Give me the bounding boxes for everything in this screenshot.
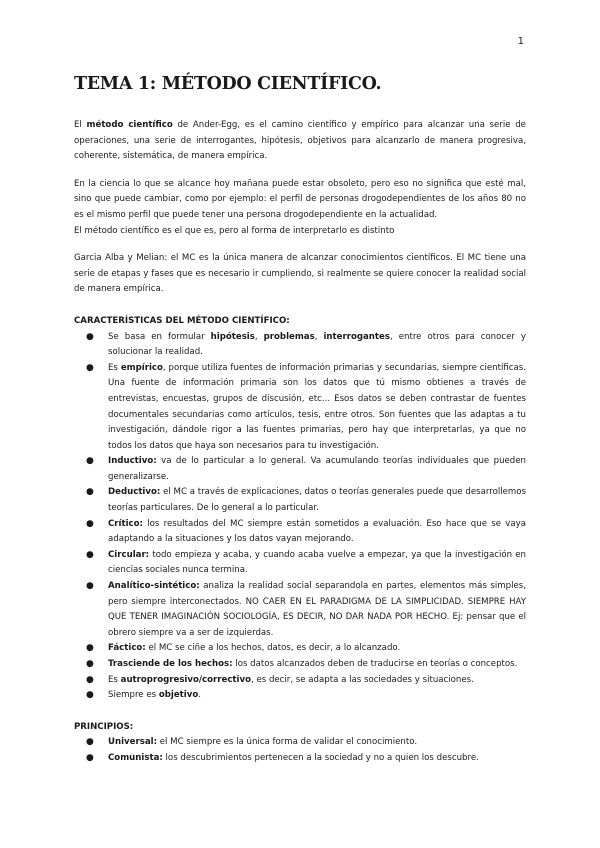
intro-block-2 [74,177,526,239]
list-item [86,485,526,516]
text-run: va de lo particular a lo general. Va acumulando teorías individuales que pueden generalizarse. [108,456,526,482]
text-run: los resultados del MC siempre están sometidos a evaluación. Eso hace que se vaya adaptando a la situaciones y los datos vayan mejorando. [108,518,526,545]
bold-term: Deductivo: [108,487,161,498]
document-body [74,74,526,767]
list-item [86,579,526,641]
text-run: , es decir, se adapta a las sociedades y situaciones. [250,674,474,685]
text-run: analiza la realidad social separandola en partes, elementos más simples, pero siempre interconectados. NO CAER EN EL PARADIGMA DE LA SIMPLICIDAD. SIEMPRE HAY QUE TENER IMAGINACIÓN SOCIOLOGÍA, ES DECIR, NO DAR NADA POR HECHO. Ej: pensar que el obrero siempre va a ser de izquierdas. [108,581,526,638]
bullet-icon: ● [86,737,94,748]
bullet-icon: ● [86,674,94,685]
bold-term: Circular: [108,549,150,560]
text-run: los descubrimientos pertenecen a la sociedad y no a quien los descubre. [162,752,479,763]
page-number: 1 [517,36,524,47]
text-run: , [314,331,324,342]
list-item [86,361,526,455]
bullet-icon: ● [86,549,94,560]
bold-term: Crítico: [108,518,143,529]
intro-paragraph-4: Garcia Alba y Melian: el MC es la única manera de alcanzar conocimientos científicos. El MC tiene una serie de etapas y fases que es necesario ir cumpliendo, si realmente se quiere conocer la realidad social de manera empírica. [74,253,526,295]
bold-term: objetivo [158,690,199,701]
text-run: Siempre es [108,690,159,701]
text-run: el MC a través de explicaciones, datos o teorías generales puede que desarrollemos teorías particulares. De lo general a lo particular. [108,487,526,514]
bullet-icon: ● [86,456,94,467]
bullet-icon: ● [86,487,94,498]
bold-term: problemas [263,331,315,342]
principles-heading: PRINCIPIOS: [74,721,134,732]
bullet-icon: ● [86,659,94,669]
bold-term: Trasciende de los hechos: [108,659,233,669]
text-run: Es [108,362,121,373]
intro-paragraph-1 [74,118,526,165]
list-item [86,548,526,579]
text-run: el MC siempre es la única forma de validar el conocimiento. [157,737,418,748]
list-item [86,641,526,657]
list-item [86,657,526,673]
bullet-icon: ● [86,643,94,654]
text-run: , [254,331,264,342]
bullet-icon: ● [86,690,94,701]
characteristics-heading: CARACTERÍSTICAS DEL MÉTODO CIENTÍFICO: [74,315,290,326]
text-run: El [74,120,87,130]
list-item [86,735,526,751]
bold-term: Analítico-sintético: [108,581,200,592]
text-run: los datos alcanzados deben de traducirse en teorías o conceptos. [232,659,518,669]
bold-term: hipótesis [210,331,255,342]
bullet-icon: ● [86,581,94,592]
list-item [86,751,526,767]
bold-term: Universal: [108,737,158,748]
characteristics-list [74,330,526,704]
bullet-icon: ● [86,752,94,763]
document-title: TEMA 1: MÉTODO CIENTÍFICO. [74,74,382,94]
text-run: , entre otros para conocer y solucionar la realidad. [108,331,527,358]
list-item [86,673,526,689]
bold-term: empírico [120,362,163,373]
text-run: Se basa en formular [108,331,211,342]
text-run: Es [108,674,121,685]
bold-term: método científico [86,120,173,130]
intro-paragraph-2: En la ciencia lo que se alcance hoy mañana puede estar obsoleto, pero eso no significa que esté mal, sino que puede cambiar, como por ejemplo: el perfil de personas drogodependientes de los años 80 no es el mismo perfil que puede tener una persona drogodependiente en la actualidad. [74,178,526,220]
list-item [86,517,526,548]
text-run: , porque utiliza fuentes de información primarias y secundarias, siempre científicas. Una fuente de información primaria son los datos que tú mismo obtienes a través de entrevistas, encuestas, grupos de discusión, etc... Esos datos se deben contrastar de fuentes documentales secundarias como artículos, tesis, entre otros. Son fuentes que las adaptas a tu investigación, dándole rigor a las fuentes primarias, pero hay que interpretarlas, ya que no todos los datos que haya son necesarios para tu investigación. [108,362,526,451]
text-run: de Ander-Egg, es el camino científico y empírico para alcanzar una serie de operaciones, una serie de interrogantes, hipótesis, objetivos para alcanzarlo de manera progresiva, coherente, sistemática, de manera empírica. [74,120,526,162]
bold-term: Fáctico: [108,643,146,654]
text-run: el MC se ciñe a los hechos, datos, es decir, a lo alcanzado. [145,643,401,654]
bold-term: autroprogresivo/correctivo [120,674,251,685]
list-item [86,454,526,485]
list-item [86,688,526,704]
bullet-icon: ● [86,362,94,373]
list-item [86,330,527,361]
bullet-icon: ● [86,518,94,529]
text-run: . [198,690,201,701]
bold-term: interrogantes [323,331,390,342]
bold-term: Comunista: [108,752,163,763]
bold-term: Inductivo: [108,456,157,467]
principles-list [74,735,526,766]
intro-paragraph-3: El método científico es el que es, pero al forma de interpretarlo es distinto [74,225,395,236]
text-run: todo empieza y acaba, y cuando acaba vuelve a empezar, ya que la investigación en ciencias sociales nunca termina. [108,549,526,576]
bullet-icon: ● [86,331,94,342]
